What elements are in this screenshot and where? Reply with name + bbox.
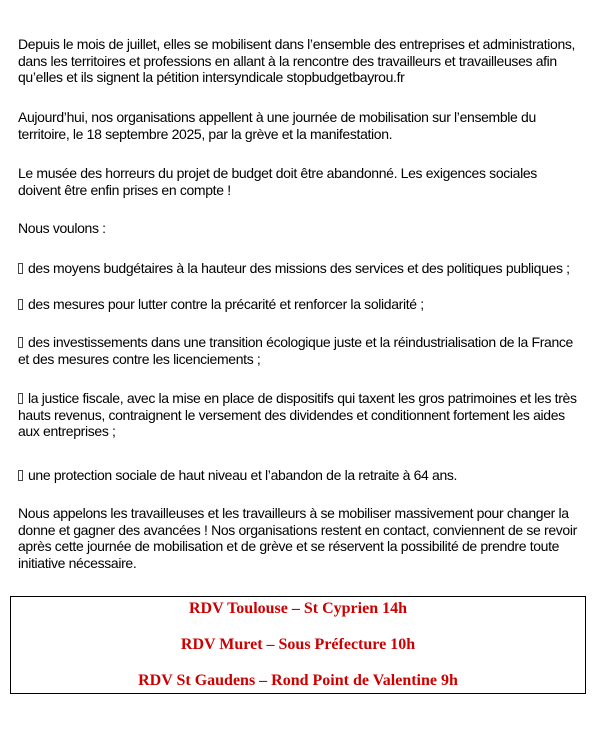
rdv-muret: RDV Muret – Sous Préfecture 10h bbox=[180, 636, 416, 653]
demand-text: des moyens budgétaires à la hauteur des missions des services et des politiques publiques ; bbox=[28, 260, 570, 276]
bullet-icon bbox=[18, 470, 23, 481]
bullet-icon bbox=[18, 263, 23, 274]
demand-item bbox=[18, 467, 583, 484]
budget-paragraph: Le musée des horreurs du projet de budget doit être abandonné. Les exigences sociales doivent être enfin prises en compte ! bbox=[18, 165, 537, 198]
rdv-toulouse: RDV Toulouse – St Cyprien 14h bbox=[189, 600, 407, 617]
bullet-icon bbox=[18, 337, 23, 348]
rdv-st-gaudens: RDV St Gaudens – Rond Point de Valentine 9h bbox=[138, 672, 458, 689]
we-want-heading: Nous voulons : bbox=[18, 220, 106, 236]
bullet-icon bbox=[18, 299, 23, 310]
demand-item bbox=[18, 260, 583, 277]
demand-item bbox=[18, 334, 583, 367]
mobilisation-call-paragraph: Aujourd’hui, nos organisations appellent à une journée de mobilisation sur l’ensemble du territoire, le 18 septembre 2025, par la grève et la manifestation. bbox=[18, 109, 536, 142]
intro-paragraph: Depuis le mois de juillet, elles se mobilisent dans l’ensemble des entreprises et administrations, dans les territoires et professions en allant à la rencontre des travailleurs et travailleuses afin qu’elles et ils signent la pétition intersyndicale stopbudgetbayrou.fr bbox=[18, 36, 576, 85]
closing-paragraph: Nous appelons les travailleuses et les travailleurs à se mobiliser massivement pour changer la donne et gagner des avancées ! Nos organisations restent en contact, conviennent de se revoir après cette journée de mobilisation et de grève et se réservent la possibilité de prendre toute initiative nécessaire. bbox=[18, 505, 577, 571]
demand-item bbox=[18, 390, 583, 440]
demand-text: une protection sociale de haut niveau et l’abandon de la retraite à 64 ans. bbox=[28, 467, 458, 483]
demand-text: des investissements dans une transition écologique juste et la réindustrialisation de la France et des mesures contre les licenciements ; bbox=[18, 334, 573, 367]
bullet-icon bbox=[18, 393, 23, 404]
rdv-box bbox=[10, 596, 586, 694]
demand-item bbox=[18, 296, 583, 313]
demand-text: des mesures pour lutter contre la précarité et renforcer la solidarité ; bbox=[28, 296, 424, 312]
demand-text: la justice fiscale, avec la mise en place de dispositifs qui taxent les gros patrimoines et les très hauts revenus, contraignent le versement des dividendes et conditionnent fortement les aides aux entreprises ; bbox=[18, 390, 577, 439]
